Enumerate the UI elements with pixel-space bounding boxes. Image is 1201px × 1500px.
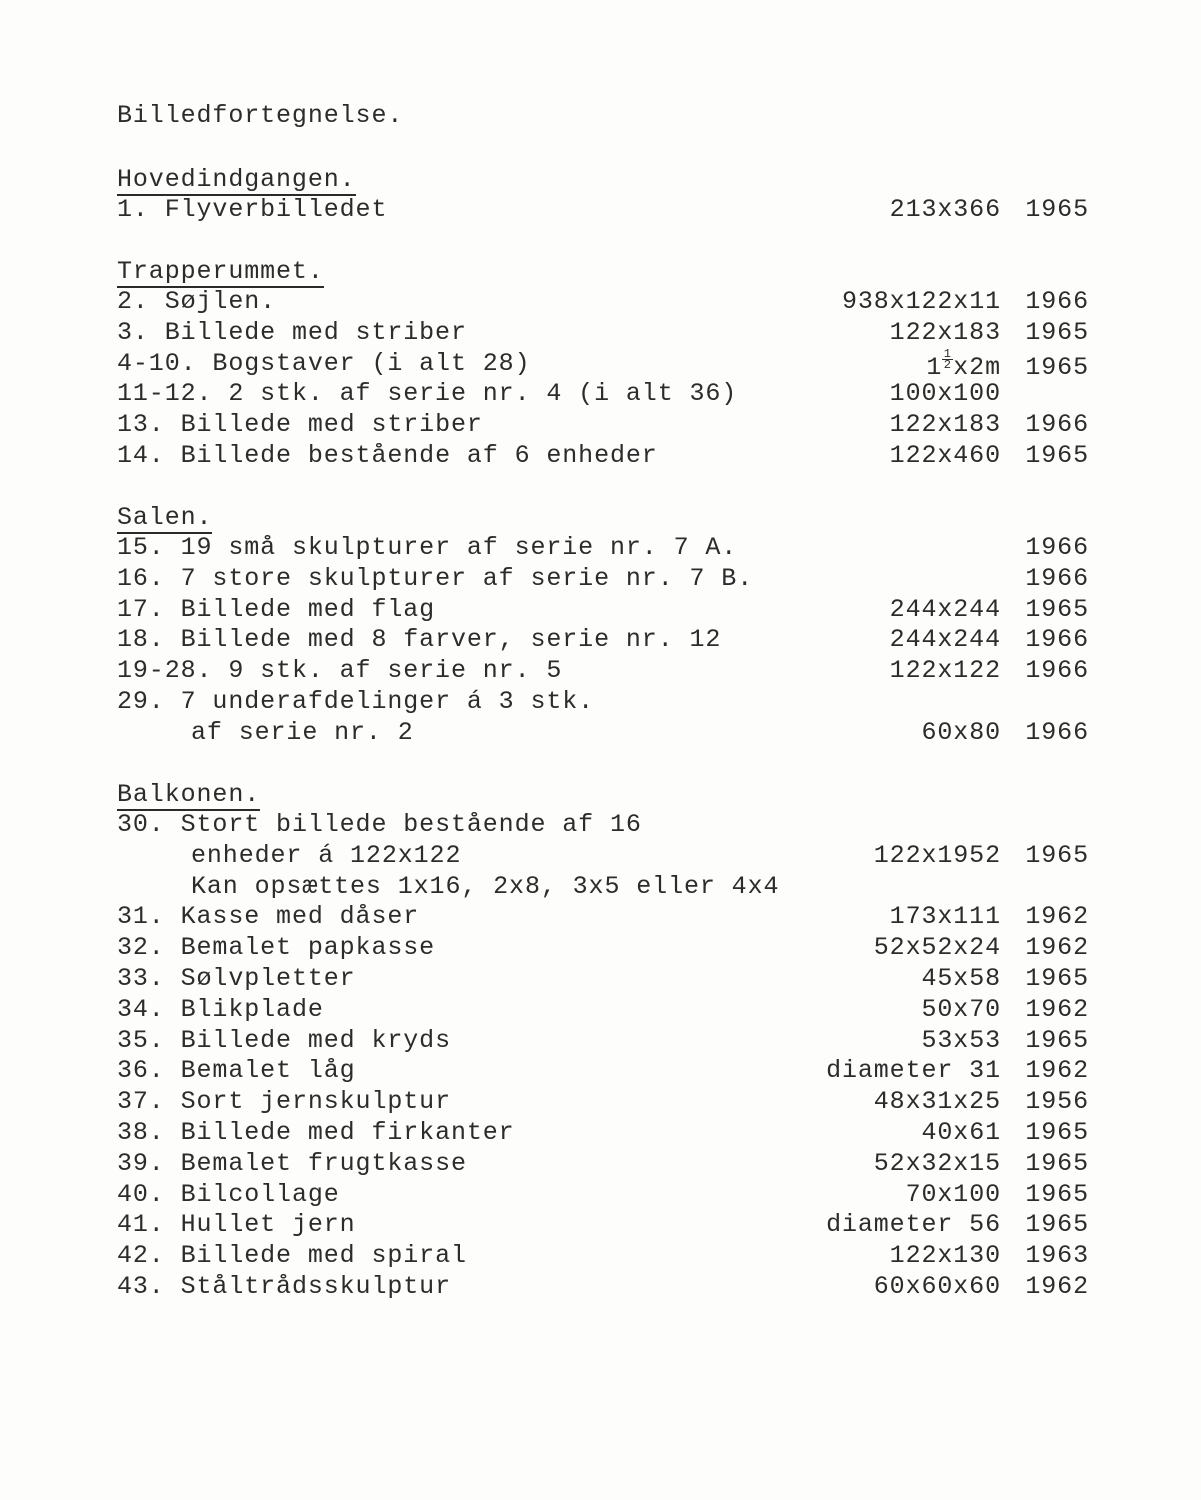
item-year: 1965	[1025, 195, 1089, 224]
list-item	[117, 1210, 1089, 1241]
section-heading	[117, 502, 212, 533]
item-number: 30.	[117, 810, 165, 839]
item-number: 19-28.	[117, 656, 213, 686]
item-title: Billede med striber	[164, 317, 467, 347]
list-item	[117, 995, 1089, 1026]
item-dimensions: 45x58	[921, 963, 1001, 993]
item-year: 1966	[1025, 287, 1089, 316]
item-year: 1962	[1025, 1056, 1089, 1086]
list-item	[117, 687, 1089, 718]
item-title: Billede med flag	[180, 594, 436, 624]
item-description	[117, 379, 737, 410]
item-title: Billede med 8 farver, serie nr. 12	[180, 625, 722, 655]
item-dimensions: 60x60x60	[873, 1271, 1001, 1301]
item-year: 1965	[1025, 840, 1089, 870]
item-description	[117, 656, 562, 687]
section-heading-text: Salen.	[117, 503, 213, 532]
item-title: Hullet jern	[180, 1210, 356, 1240]
section-salen	[117, 502, 1089, 749]
list-item	[117, 410, 1089, 441]
item-dimensions: 50x70	[921, 994, 1001, 1024]
item-number: 42.	[117, 1241, 165, 1271]
item-dimensions: 122x460	[889, 440, 1001, 470]
section-hovedindgangen	[117, 164, 1089, 226]
list-item	[117, 346, 1089, 382]
item-title: Billede bestående af 6 enheder	[180, 440, 658, 470]
list-item-continuation	[117, 872, 1089, 903]
item-title: Billede med striber	[180, 410, 483, 440]
item-title: Bemalet låg	[180, 1056, 356, 1086]
item-description	[117, 1272, 451, 1303]
section-heading	[117, 256, 324, 287]
list-item	[117, 902, 1089, 933]
list-item	[117, 564, 1089, 595]
item-title: af serie nr. 2	[191, 717, 414, 747]
list-item-continuation	[117, 841, 1089, 872]
item-dimensions: 173x111	[889, 902, 1001, 932]
section-trapperummet	[117, 256, 1089, 472]
item-dimensions	[926, 346, 1001, 384]
item-dimensions: 40x61	[921, 1117, 1001, 1147]
item-description	[117, 1118, 515, 1149]
fraction-denominator: 2	[943, 357, 952, 372]
item-year: 1965	[1025, 963, 1089, 993]
item-title: Bogstaver (i alt 28)	[212, 348, 531, 378]
section-heading	[117, 779, 260, 810]
item-year: 1966	[1025, 717, 1089, 747]
item-number: 13.	[117, 410, 165, 440]
item-number: 32.	[117, 933, 165, 963]
item-dimensions: 938x122x11	[841, 287, 1001, 316]
item-dimensions: 122x1952	[873, 840, 1001, 870]
item-year: 1966	[1025, 656, 1089, 686]
item-number: 33.	[117, 963, 165, 993]
item-number: 29.	[117, 686, 165, 716]
item-dimensions: 52x52x24	[873, 933, 1001, 963]
item-year: 1965	[1025, 1179, 1089, 1209]
item-title: Flyverbilledet	[164, 195, 388, 224]
item-year: 1965	[1025, 1025, 1089, 1055]
item-description	[117, 995, 324, 1026]
item-title: Bilcollage	[180, 1179, 340, 1209]
list-item	[117, 1303, 1089, 1334]
item-number: 41.	[117, 1210, 165, 1240]
list-item-continuation	[117, 718, 1089, 749]
list-item	[117, 1241, 1089, 1272]
item-year: 1966	[1025, 563, 1089, 593]
item-year: 1965	[1025, 317, 1089, 347]
item-number: 34.	[117, 994, 165, 1024]
item-description	[117, 349, 530, 380]
section-heading	[117, 164, 356, 195]
item-dimensions: 122x122	[889, 656, 1001, 686]
item-description	[117, 1241, 467, 1272]
item-dimensions: 52x32x15	[873, 1148, 1001, 1178]
item-dimensions: 48x31x25	[873, 1087, 1001, 1117]
item-year: 1966	[1025, 410, 1089, 440]
list-item	[117, 1056, 1089, 1087]
item-description	[117, 841, 461, 872]
item-description	[117, 964, 356, 995]
item-description	[117, 872, 779, 903]
fraction-numerator: 1	[943, 346, 952, 361]
item-description	[117, 1056, 356, 1087]
item-dimensions: 213x366	[889, 195, 1001, 224]
item-year: 1966	[1025, 625, 1089, 655]
list-item	[117, 1026, 1089, 1057]
item-description	[117, 1303, 133, 1334]
item-description	[117, 595, 435, 626]
item-title: Kan opsættes 1x16, 2x8, 3x5 eller 4x4	[191, 871, 780, 901]
item-number: 38.	[117, 1117, 165, 1147]
item-dimensions: 244x244	[889, 594, 1001, 624]
list-item	[117, 933, 1089, 964]
item-dimensions: 60x80	[921, 717, 1001, 747]
list-item	[117, 318, 1089, 349]
item-description	[117, 687, 594, 718]
list-item	[117, 1087, 1089, 1118]
item-title: 19 små skulpturer af serie nr. 7 A.	[180, 533, 738, 562]
item-title: Billede med spiral	[180, 1241, 467, 1271]
item-description	[117, 625, 721, 656]
item-description	[117, 1180, 340, 1211]
item-year: 1965	[1025, 1117, 1089, 1147]
item-title: Ståltrådsskulptur	[180, 1271, 451, 1301]
list-item	[117, 1272, 1089, 1303]
item-description	[117, 718, 414, 749]
item-number: 1.	[117, 195, 149, 224]
item-dimensions: 122x183	[889, 317, 1001, 347]
item-dimensions: 53x53	[921, 1025, 1001, 1055]
item-year: 1963	[1025, 1241, 1089, 1271]
list-item	[117, 656, 1089, 687]
item-description	[117, 195, 387, 226]
item-number: 43.	[117, 1271, 165, 1301]
item-year: 1965	[1025, 1148, 1089, 1178]
item-dimensions: diameter 56	[826, 1210, 1001, 1240]
item-year: 1965	[1025, 1210, 1089, 1240]
item-description	[117, 810, 642, 841]
item-description	[117, 533, 737, 564]
item-title: Blikplade	[180, 994, 324, 1024]
item-title: enheder á 122x122	[191, 840, 462, 870]
list-item	[117, 533, 1089, 564]
item-title: 7 store skulpturer af serie nr. 7 B.	[180, 563, 754, 593]
item-number: 2.	[117, 287, 149, 316]
item-title: Sort jernskulptur	[180, 1087, 451, 1117]
item-year: 1956	[1025, 1087, 1089, 1117]
item-description	[117, 287, 276, 318]
item-dimensions: 122x183	[889, 410, 1001, 440]
item-number: 37.	[117, 1087, 165, 1117]
list-item	[117, 964, 1089, 995]
item-dimensions: diameter 31	[826, 1056, 1001, 1086]
item-number: 15.	[117, 533, 165, 562]
item-description	[117, 564, 753, 595]
list-item	[117, 287, 1089, 318]
item-description	[117, 410, 483, 441]
item-title: 7 underafdelinger á 3 stk.	[180, 686, 595, 716]
item-title: Bemalet papkasse	[180, 933, 436, 963]
item-number: 36.	[117, 1056, 165, 1086]
list-item	[117, 195, 1089, 226]
item-title: Bemalet frugtkasse	[180, 1148, 467, 1178]
item-number: 39.	[117, 1148, 165, 1178]
item-year: 1966	[1025, 533, 1089, 562]
dims-whole: 1	[926, 352, 943, 382]
list-item	[117, 1118, 1089, 1149]
list-item	[117, 441, 1089, 472]
item-number: 11-12.	[117, 379, 213, 409]
section-heading-text: Hovedindgangen.	[117, 165, 356, 194]
list-item	[117, 1149, 1089, 1180]
item-dimensions: 122x130	[889, 1241, 1001, 1271]
item-title: Kasse med dåser	[180, 902, 420, 932]
item-description	[117, 933, 435, 964]
item-description	[117, 902, 419, 933]
item-year: 1965	[1025, 594, 1089, 624]
item-dimensions: 100x100	[889, 379, 1001, 409]
item-number: 3.	[117, 317, 149, 347]
item-description	[117, 1149, 467, 1180]
item-number: 14.	[117, 440, 165, 470]
item-title: 9 stk. af serie nr. 5	[228, 656, 563, 686]
item-year: 1962	[1025, 1271, 1089, 1301]
fraction-half	[942, 346, 953, 372]
item-description	[117, 1210, 356, 1241]
section-balkonen	[117, 779, 1089, 1334]
item-dimensions: 244x244	[889, 625, 1001, 655]
item-title: 2 stk. af serie nr. 4 (i alt 36)	[228, 379, 738, 409]
list-item	[117, 810, 1089, 841]
item-year: 1962	[1025, 902, 1089, 932]
item-year: 1965	[1025, 440, 1089, 470]
item-year: 1962	[1025, 994, 1089, 1024]
section-heading-text: Balkonen.	[117, 780, 261, 809]
item-number: 16.	[117, 563, 165, 593]
list-item	[117, 1180, 1089, 1211]
item-number: 18.	[117, 625, 165, 655]
item-year: 1965	[1025, 352, 1089, 382]
document-title: Billedfortegnelse.	[117, 101, 404, 130]
list-item	[117, 595, 1089, 626]
item-title: Billede med firkanter	[180, 1117, 515, 1147]
list-item	[117, 379, 1089, 410]
item-description	[117, 318, 467, 349]
list-item	[117, 625, 1089, 656]
item-dimensions: 70x100	[905, 1179, 1001, 1209]
item-year: 1962	[1025, 933, 1089, 963]
item-title: Sølvpletter	[180, 963, 356, 993]
section-heading-text: Trapperummet.	[117, 257, 324, 286]
item-number: 35.	[117, 1025, 165, 1055]
item-number: 40.	[117, 1179, 165, 1209]
item-number: 31.	[117, 902, 165, 932]
item-title: Billede med kryds	[180, 1025, 451, 1055]
item-title: Stort billede bestående af 16	[180, 810, 642, 839]
item-description	[117, 441, 658, 472]
dims-rest: x2m	[953, 352, 1001, 382]
item-number: 4-10.	[117, 348, 197, 378]
item-title: Søjlen.	[164, 287, 277, 316]
item-description	[117, 1026, 451, 1057]
item-number: 17.	[117, 594, 165, 624]
item-description	[117, 1087, 451, 1118]
